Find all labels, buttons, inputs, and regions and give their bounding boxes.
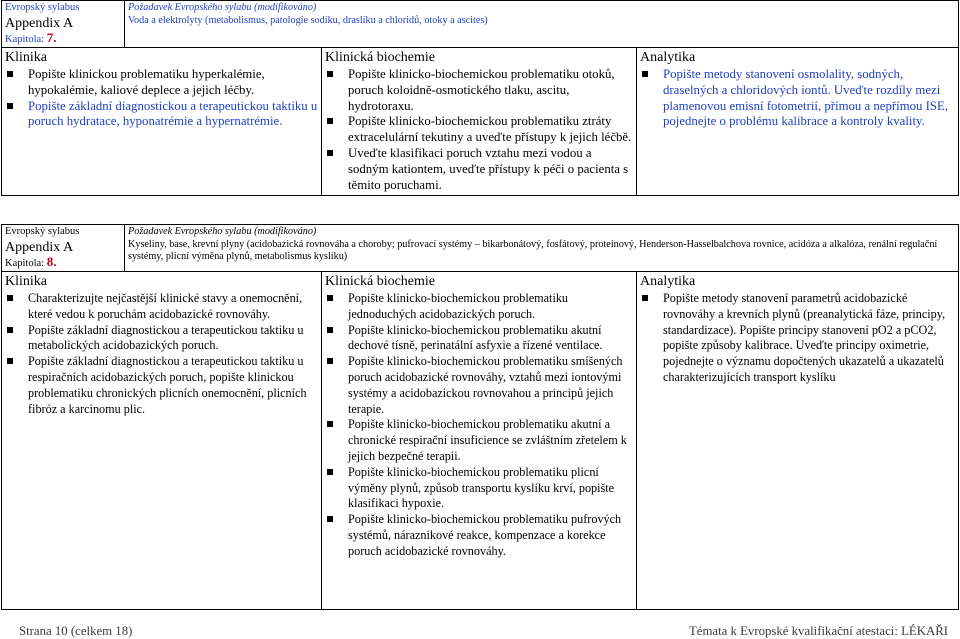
analytika-title: Analytika — [640, 50, 696, 65]
list-item: Popište klinicko-biochemickou problematiku jednoduchých acidobazických poruch. — [325, 291, 633, 323]
biochemie-title: Klinická biochemie — [325, 274, 436, 289]
document-title: Témata k Evropské kvalifikační atestaci: LÉKAŘI — [688, 624, 948, 638]
chapter-8-biochemie-cell — [322, 272, 637, 610]
chapter-8-table — [1, 224, 959, 610]
analytika-list — [640, 67, 955, 130]
syllabus-label: Evropský sylabus — [5, 226, 80, 237]
list-item: Popište základní diagnostickou a terapeutickou taktiku u metabolických acidobazických poruch. — [5, 323, 318, 355]
list-item: Popište klinickou problematiku hyperkalémie, hypokalémie, kaliové deplece a jejich léčby. — [5, 67, 318, 99]
list-item: Popište základní diagnostickou a terapeutickou taktiku u respiračních acidobazických poruch, popište klinickou problematiku chronických plicních onemocnění, plicních fibróz a karcinomu plic. — [5, 354, 318, 417]
chapter-8-requirement — [125, 225, 959, 272]
chapter-7-header-id — [2, 1, 125, 48]
list-item: Uveďte klasifikaci poruch vztahu mezi vodou a sodným kationtem, uveďte přístupy k péči o pacienta s těmito poruchami. — [325, 146, 633, 193]
chapter-7-klinika-cell — [2, 48, 322, 196]
analytika-title: Analytika — [640, 274, 696, 289]
list-item: Popište metody stanovení osmolality, sodných, draselných a chloridových iontů. Uveďte rozdíly mezi plamenovou emisní fotometrií, přímou a nepřímou ISE, pojednejte o problému kalibrace a kontroly kvality. — [640, 67, 955, 130]
list-item: Popište klinicko-biochemickou problematiku akutní a chronické respirační insuficience se zvláštním zřetelem k jejich bezpečné terapii. — [325, 417, 633, 464]
klinika-title: Klinika — [5, 274, 47, 289]
biochemie-title: Klinická biochemie — [325, 50, 436, 65]
chapter-8-klinika-cell — [2, 272, 322, 610]
chapter-8-header-id — [2, 225, 125, 272]
list-item: Popište základní diagnostickou a terapeutickou taktiku u poruch hydratace, hyponatrémie a hypernatrémie. — [5, 99, 318, 131]
list-item: Popište klinicko-biochemickou problematiku pufrových systémů, náraznikové reakce, kompenzace a korekce poruch acidobazické rovnováhy. — [325, 512, 633, 559]
chapter-label: Kapitola: 7. — [5, 29, 57, 45]
requirement-text: Voda a elektrolyty (metabolismus, patologie sodíku, draslíku a chloridů, otoky a ascites) — [128, 14, 488, 26]
list-item: Popište klinicko-biochemickou problematiku akutní dechové tísně, perinatální asfyxie a řízené ventilace. — [325, 323, 633, 355]
chapter-number: 7. — [46, 29, 57, 45]
chapter-label: Kapitola: 8. — [5, 253, 57, 269]
requirement-label: Požadavek Evropského sylabu (modifikováno) — [128, 226, 317, 237]
chapter-7-requirement — [125, 1, 959, 48]
list-item: Charakterizujte nejčastější klinické stavy a onemocnění, které vedou k poruchám acidobazické rovnováhy. — [5, 291, 318, 323]
klinika-title: Klinika — [5, 50, 47, 65]
biochemie-list — [325, 291, 633, 560]
chapter-7-analytika-cell — [637, 48, 959, 196]
list-item: Popište metody stanovení parametrů acidobazické rovnováhy a krevních plynů (preanalytická fáze, principy, standardizace). Popište principy stanovení pO2 a pCO2, popište způsoby kalibrace. Uveďte principy oximetrie, pojednejte o významu dopočtených ukazatelů a ukazatelů charakterizujících transport kyslíku — [640, 291, 955, 386]
chapter-8-analytika-cell — [637, 272, 959, 610]
appendix-label: Appendix A — [5, 15, 74, 31]
list-item: Popište klinicko-biochemickou problematiku otoků, poruch koloidně-osmotického tlaku, ascitu, hydrotoraxu. — [325, 67, 633, 114]
list-item: Popište klinicko-biochemickou problematiku smíšených poruch acidobazické rovnováhy, vztahů mezi iontovými systémy a acidobazickou rovnovahou a principů jejich terapie. — [325, 354, 633, 417]
appendix-label: Appendix A — [5, 239, 74, 255]
klinika-list — [5, 67, 318, 130]
biochemie-list — [325, 67, 633, 193]
requirement-text: Kyseliny, base, krevní plyny (acidobazická rovnováha a choroby; pufrovací systémy – bikarbonátový, fosfátový, proteinový, Henderson-Hasselbalchova rovnice, acidóza a alkalóza, renální regulační systémy, plicní výměna plynů, metabolismus kyslíku) — [128, 238, 938, 262]
chapter-number: 8. — [46, 253, 57, 269]
klinika-list — [5, 291, 318, 417]
syllabus-label: Evropský sylabus — [5, 2, 80, 13]
chapter-7-biochemie-cell — [322, 48, 637, 196]
requirement-label: Požadavek Evropského sylabu (modifikováno) — [128, 2, 317, 13]
analytika-list — [640, 291, 955, 386]
list-item: Popište klinicko-biochemickou problematiku plicní výměny plynů, způsob transportu kyslíku krví, popište klasifikaci hypoxie. — [325, 465, 633, 512]
list-item: Popište klinicko-biochemickou problematiku ztráty extracelulární tekutiny a uveďte přístupy k jejich léčbě. — [325, 114, 633, 146]
page-number: Strana 10 (celkem 18) — [19, 624, 133, 638]
chapter-7-table — [1, 0, 959, 196]
